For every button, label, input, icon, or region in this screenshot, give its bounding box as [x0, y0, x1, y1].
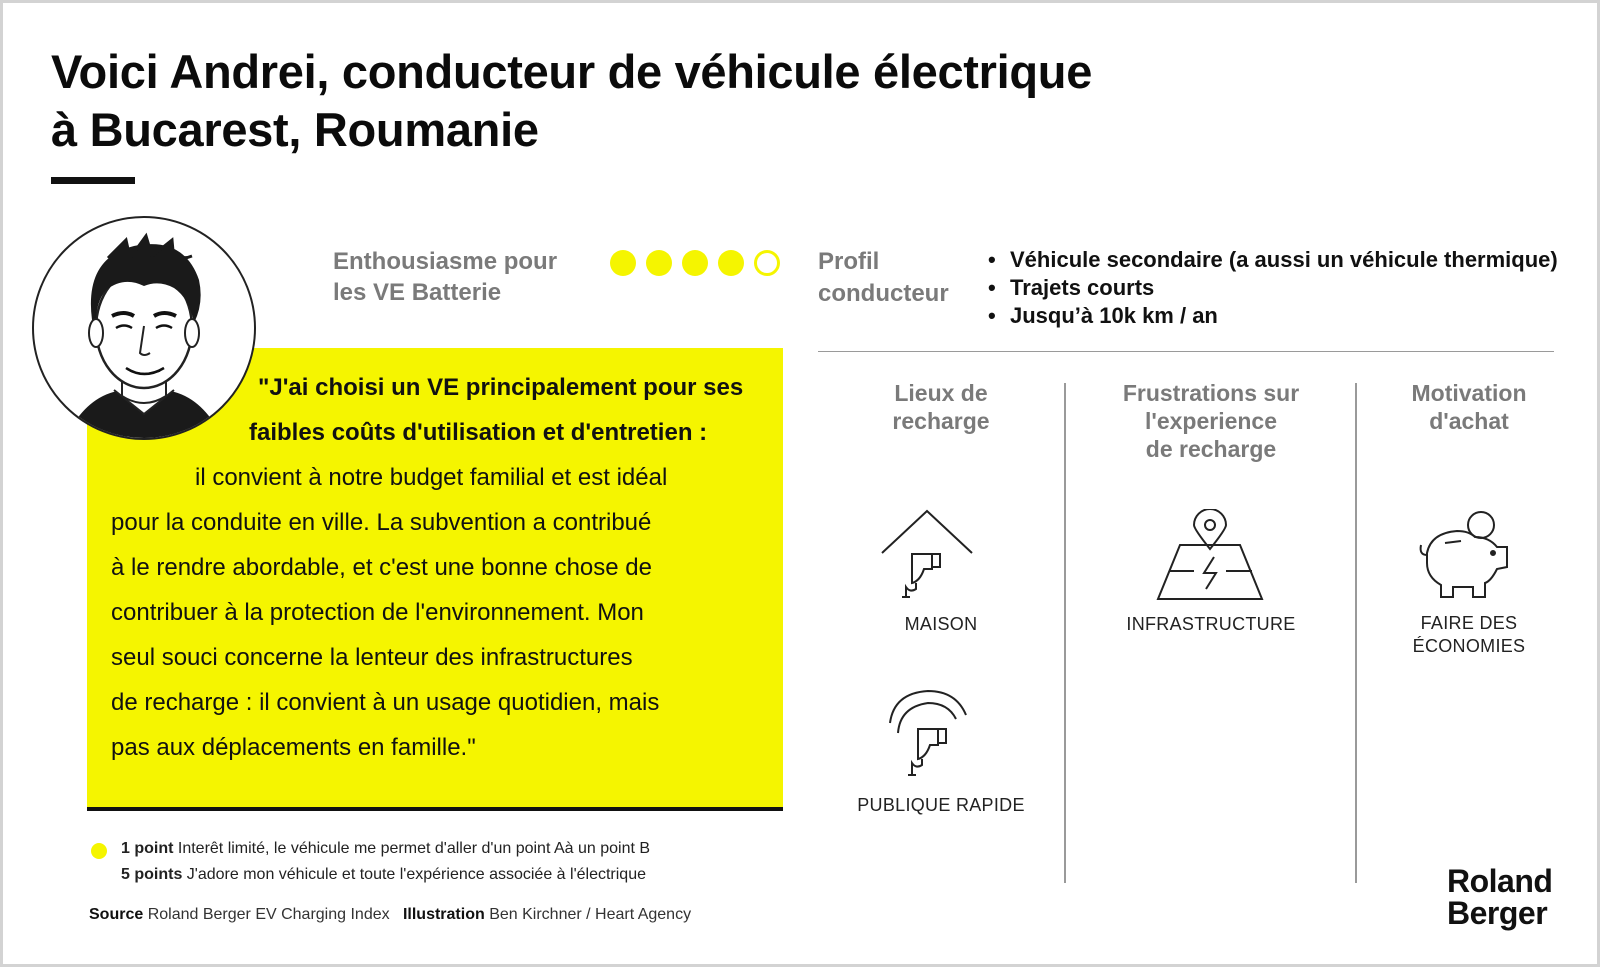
- legend-text: J'adore mon véhicule et toute l'expérience associée à l'électrique: [182, 866, 646, 883]
- profile-item: [988, 246, 1558, 274]
- source-credit: [89, 906, 691, 924]
- profile-item: [988, 302, 1558, 330]
- man-face-illustration: [34, 218, 254, 438]
- quote-line-7: seul souci concerne la lenteur des infrastructures: [111, 644, 633, 671]
- legend-text: Interêt limité, le véhicule me permet d'aller d'un point Aà un point B: [173, 840, 651, 857]
- roland-berger-logo: [1447, 865, 1552, 929]
- heading-line: Frustrations sur: [1122, 380, 1300, 406]
- title-line-2: à Bucarest, Roumanie: [51, 103, 539, 156]
- logo-line: Roland: [1447, 863, 1553, 899]
- heading-line: l'experience: [1144, 408, 1278, 434]
- home-charger-icon: [880, 509, 974, 603]
- quote-line-9: pas aux déplacements en famille.": [111, 734, 476, 761]
- section-divider: [818, 351, 1554, 352]
- profile-label-line-1: Profil: [818, 248, 880, 275]
- frustrations-heading: [1103, 379, 1319, 463]
- quote-line-8: de recharge : il convient à un usage quotidien, mais: [111, 689, 660, 716]
- profile-item-text: Véhicule secondaire (a aussi un véhicule thermique): [1010, 247, 1558, 272]
- heading-line: Lieux de: [894, 380, 988, 406]
- legend-row-2: [121, 866, 646, 884]
- bullet-icon: •: [988, 247, 996, 272]
- profile-item-text: Trajets courts: [1010, 275, 1155, 300]
- source-text: Roland Berger EV Charging Index: [143, 906, 390, 923]
- title-underline: [51, 177, 135, 184]
- profile-item-text: Jusqu’à 10k km / an: [1010, 303, 1218, 328]
- rating-dot-filled: [646, 250, 672, 276]
- label-line: ÉCONOMIES: [1412, 636, 1526, 656]
- profile-label: [818, 246, 949, 310]
- quote-line-6: contribuer à la protection de l'environnement. Mon: [111, 599, 644, 626]
- driver-portrait: [32, 216, 256, 440]
- legend-row-1: [121, 840, 650, 858]
- enthusiasm-rating: [610, 250, 780, 276]
- quote-line-1: "J'ai choisi un VE principalement pour ses: [258, 374, 744, 401]
- enthusiasm-label: [333, 246, 557, 308]
- illustration-bold: Illustration: [402, 906, 485, 923]
- column-divider-2: [1355, 383, 1357, 883]
- fast-public-label: PUBLIQUE RAPIDE: [857, 795, 1025, 815]
- savings-label: [1369, 612, 1569, 658]
- rating-dot-filled: [682, 250, 708, 276]
- heading-line: d'achat: [1429, 408, 1509, 434]
- profile-item: [988, 274, 1558, 302]
- quote-line-2: faibles coûts d'utilisation et d'entretien :: [249, 419, 708, 446]
- bullet-icon: •: [988, 275, 996, 300]
- title-line-1: Voici Andrei, conducteur de véhicule électrique: [51, 45, 1093, 98]
- fast-charger-icon: [884, 689, 970, 779]
- home-label: MAISON: [904, 614, 978, 634]
- illustration-text: Ben Kirchner / Heart Agency: [484, 906, 692, 923]
- quote-line-3: il convient à notre budget familial et est idéal: [195, 464, 668, 491]
- quote-line-5: à le rendre abordable, et c'est une bonne chose de: [111, 554, 652, 581]
- column-divider-1: [1064, 383, 1066, 883]
- enthusiasm-label-line-1: Enthousiasme pour: [333, 248, 558, 275]
- quote-line-4: pour la conduite en ville. La subvention a contribué: [111, 509, 652, 536]
- profile-list: [988, 246, 1558, 330]
- infographic-canvas: [3, 3, 1597, 964]
- piggy-bank-icon: [1417, 509, 1513, 599]
- label-line: FAIRE DES: [1420, 613, 1518, 633]
- heading-line: de recharge: [1145, 436, 1277, 462]
- rating-dot-empty: [754, 250, 780, 276]
- enthusiasm-label-line-2: les VE Batterie: [333, 279, 502, 306]
- purchase-motivation-heading: [1369, 379, 1569, 435]
- heading-line: recharge: [892, 408, 990, 434]
- infrastructure-label: INFRASTRUCTURE: [1126, 614, 1296, 634]
- legend-dot-icon: [91, 843, 107, 859]
- rating-dot-filled: [718, 250, 744, 276]
- profile-label-line-2: conducteur: [818, 280, 949, 307]
- rating-dot-filled: [610, 250, 636, 276]
- logo-line: Berger: [1447, 895, 1548, 931]
- source-bold: Source: [89, 906, 144, 923]
- legend-bold: 1 point: [121, 840, 174, 857]
- page-title: [51, 43, 1251, 159]
- charging-places-heading: [841, 379, 1041, 435]
- legend-bold: 5 points: [121, 866, 183, 883]
- map-pin-lightning-icon: [1156, 509, 1264, 601]
- heading-line: Motivation: [1411, 380, 1527, 406]
- bullet-icon: •: [988, 303, 996, 328]
